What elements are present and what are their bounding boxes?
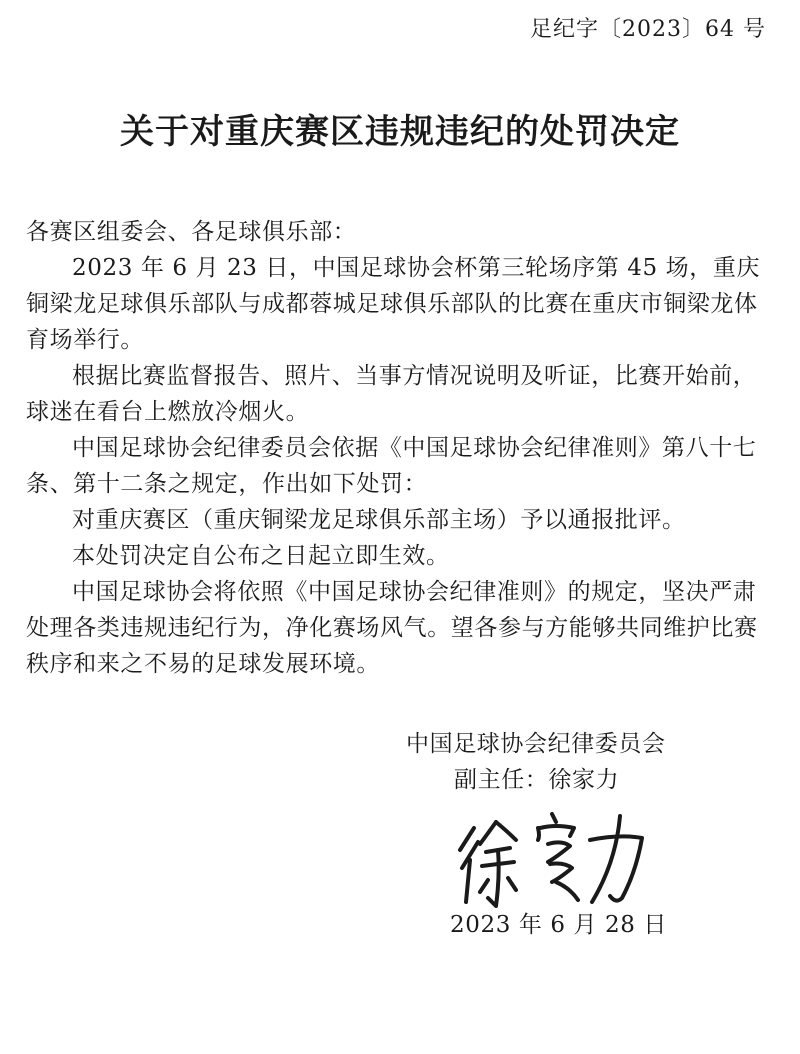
salutation: 各赛区组委会、各足球俱乐部： (26, 219, 357, 245)
sign-date: 2023 年 6 月 28 日 (450, 912, 667, 938)
signatory-title: 副主任：徐家力 (454, 767, 620, 793)
handwritten-signature (452, 806, 662, 916)
paragraph-effective: 本处罚决定自公布之日起立即生效。 (72, 543, 450, 569)
document-body (26, 214, 776, 682)
document-number: 足纪字〔2023〕64 号 (530, 17, 766, 42)
paragraph-incident: 2023 年 6 月 23 日，中国足球协会杯第三轮场序第 45 场，重庆铜梁龙足球俱乐部队与成都蓉城足球俱乐部队的比赛在重庆市铜梁龙体育场举行。 (26, 255, 761, 353)
sign-off-block (406, 726, 666, 798)
paragraph-findings: 根据比赛监督报告、照片、当事方情况说明及听证，比赛开始前，球迷在看台上燃放冷烟火。 (26, 363, 757, 425)
issuing-organization: 中国足球协会纪律委员会 (406, 731, 666, 757)
paragraph-penalty: 对重庆赛区（重庆铜梁龙足球俱乐部主场）予以通报批评。 (72, 507, 686, 533)
document-title: 关于对重庆赛区违规违纪的处罚决定 (120, 112, 680, 152)
paragraph-closing: 中国足球协会将依照《中国足球协会纪律准则》的规定，坚决严肃处理各类违规违纪行为，净化赛场风气。望各参与方能够共同维护比赛秩序和来之不易的足球发展环境。 (26, 579, 758, 677)
paragraph-legal-basis: 中国足球协会纪律委员会依据《中国足球协会纪律准则》第八十七条、第十二条之规定，作出如下处罚： (26, 435, 757, 497)
